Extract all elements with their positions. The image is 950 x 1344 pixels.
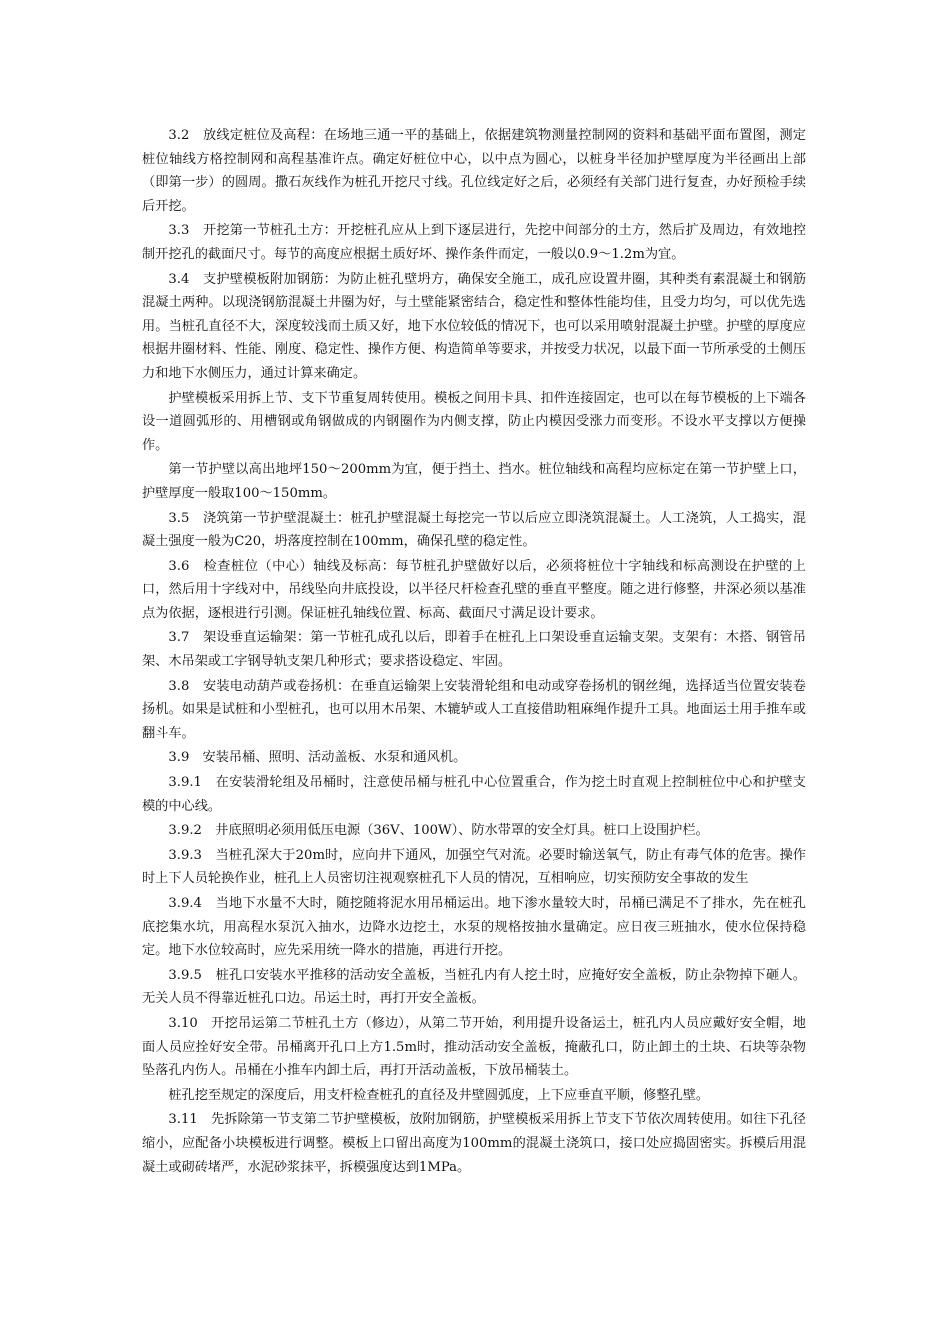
paragraph-3-9-1: 3.9.1 在安装滑轮组及吊桶时，注意使吊桶与桩孔中心位置重合，作为挖土时直观上控制桩位中心和护壁支模的中心线。 <box>142 775 806 814</box>
paragraph-3-4: 3.4 支护壁模板附加钢筋：为防止桩孔壁坍方，确保安全施工，成孔应设置井圈，其种类有素混凝土和钢筋混凝土两种。以现浇钢筋混凝土井圈为好，与土壁能紧密结合，稳定性和整体性能均佳，且受力均匀，可以优先选用。当桩孔直径不大，深度较浅而土质又好，地下水位较低的情况下，也可以采用喷射混凝土护壁。护壁的厚度应根据井圈材料、性能、刚度、稳定性、操作方便、构造简单等要求，并按受力状况，以最下面一节所承受的土侧压力和地下水侧压力，通过计算来确定。 <box>142 271 806 381</box>
paragraph-3-9-2: 3.9.2 井底照明必须用低压电源（36V、100W）、防水带罩的安全灯具。桩口上设围护栏。 <box>168 823 709 839</box>
paragraph-first-section: 第一节护壁以高出地坪150～200mm为宜，便于挡土、挡水。桩位轴线和高程均应标定在第一节护壁上口，护壁厚度一般取100～150mm。 <box>142 462 806 501</box>
document-body <box>142 124 806 1180</box>
paragraph-formwork: 护壁模板采用拆上节、支下节重复周转使用。模板之间用卡具、扣件连接固定，也可以在每节模板的上下端各设一道圆弧形的、用槽钢或角钢做成的内钢圈作为内侧支撑，防止内模因受涨力而变形。不设水平支撑以方便操作。 <box>142 390 806 453</box>
paragraph-3-6: 3.6 检查桩位（中心）轴线及标高：每节桩孔护壁做好以后，必须将桩位十字轴线和标高测设在护壁的上口，然后用十字线对中，吊线坠向井底投设，以半径尺杆检查孔壁的垂直平整度。随之进行修整，井深必须以基准点为依据，逐根进行引测。保证桩孔轴线位置、标高、截面尺寸满足设计要求。 <box>142 558 806 621</box>
paragraph-3-3: 3.3 开挖第一节桩孔土方：开挖桩孔应从上到下逐层进行，先挖中间部分的土方，然后扩及周边，有效地控制开挖孔的截面尺寸。每节的高度应根据土质好坏、操作条件而定，一般以0.9～1.2m为宜。 <box>142 223 806 262</box>
paragraph-3-2: 3.2 放线定桩位及高程：在场地三通一平的基础上，依据建筑物测量控制网的资料和基础平面布置图，测定桩位轴线方格控制网和高程基准许点。确定好桩位中心，以中点为圆心，以桩身半径加护壁厚度为半径画出上部（即第一步）的圆周。撒石灰线作为桩孔开挖尺寸线。孔位线定好之后，必须经有关部门进行复查，办好预检手续后开挖。 <box>142 128 806 214</box>
paragraph-3-9-3: 3.9.3 当桩孔深大于20m时，应向井下通风，加强空气对流。必要时输送氧气，防止有毒气体的危害。操作时上下人员轮换作业，桩孔上人员密切注视观察桩孔下人员的情况，互相响应，切实预防安全事故的发生 <box>142 847 806 887</box>
paragraph-3-11: 3.11 先拆除第一节支第二节护壁模板，放附加钢筋，护壁模板采用拆上节支下节依次周转使用。如往下孔径缩小，应配备小块模板进行调整。模板上口留出高度为100mm的混凝土浇筑口，接口处应捣固密实。拆模后用混凝土或砌砖堵严，水泥砂浆抹平，拆模强度达到1MPa。 <box>142 1112 806 1175</box>
paragraph-3-9-5: 3.9.5 桩孔口安装水平推移的活动安全盖板，当桩孔内有人挖土时，应掩好安全盖板，防止杂物掉下砸人。无关人员不得靠近桩孔口边。吊运土时，再打开安全盖板。 <box>142 967 806 1007</box>
paragraph-pit-depth: 桩孔挖至规定的深度后，用支杆检查桩孔的直径及井壁圆弧度，上下应垂直平顺，修整孔壁。 <box>168 1087 710 1103</box>
paragraph-3-9-4: 3.9.4 当地下水量不大时，随挖随将泥水用吊桶运出。地下渗水量较大时，吊桶已满足不了排水，先在桩孔底挖集水坑，用高程水泵沉入抽水，边降水边挖土，水泵的规格按抽水量确定。应日夜三班抽水，使水位保持稳定。地下水位较高时，应先采用统一降水的措施，再进行开挖。 <box>142 896 806 959</box>
paragraph-3-8: 3.8 安装电动葫芦或卷扬机：在垂直运输架上安装滑轮组和电动或穿卷扬机的钢丝绳，选择适当位置安装卷扬机。如果是试桩和小型桩孔，也可以用木吊架、木辘轳或人工直接借助粗麻绳作提升工具。地面运土用手推车或翻斗车。 <box>142 678 806 741</box>
paragraph-3-5: 3.5 浇筑第一节护壁混凝土：桩孔护壁混凝土每挖完一节以后应立即浇筑混凝土。人工浇筑，人工捣实，混凝土强度一般为C20，坍落度控制在100mm，确保孔壁的稳定性。 <box>142 510 806 550</box>
paragraph-3-9: 3.9 安装吊桶、照明、活动盖板、水泵和通风机。 <box>168 750 467 766</box>
paragraph-3-10: 3.10 开挖吊运第二节桩孔土方（修边），从第二节开始，利用提升设备运土，桩孔内人员应戴好安全帽，地面人员应拴好安全带。吊桶离开孔口上方1.5m时，推动活动安全盖板，掩蔽孔口，防止卸土的土块、石块等杂物坠落孔内伤人。吊桶在小推车内卸土后，再打开活动盖板，下放吊桶装土。 <box>142 1015 806 1079</box>
paragraph-3-7: 3.7 架设垂直运输架：第一节桩孔成孔以后，即着手在桩孔上口架设垂直运输支架。支架有：木搭、钢管吊架、木吊架或工字钢导轨支架几种形式；要求搭设稳定、牢固。 <box>142 630 806 670</box>
